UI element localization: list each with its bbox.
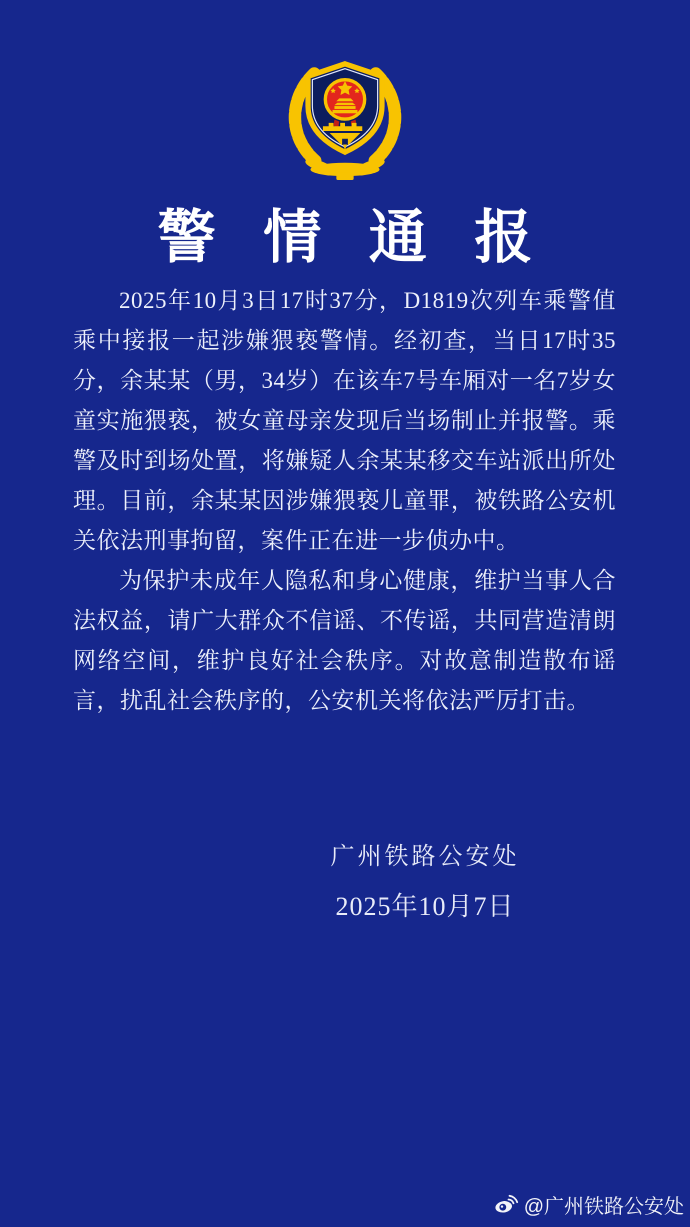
weibo-icon — [493, 1194, 519, 1216]
watermark-handle: @广州铁路公安处 — [523, 1196, 684, 1218]
signature-agency: 广州铁路公安处 — [330, 844, 520, 870]
weibo-watermark — [493, 1190, 684, 1219]
notice-title — [0, 190, 690, 274]
notice-body — [73, 281, 616, 721]
signature-date: 2025年10月7日 — [335, 892, 515, 921]
signature-block — [0, 836, 690, 923]
notice-paragraph-2: 为保护未成年人隐私和身心健康，维护当事人合法权益，请广大群众不信谣、不传谣，共同营造清朗网络空间，维护良好社会秩序。对故意制造散布谣言，扰乱社会秩序的，公安机关将依法严厉打击。 — [73, 568, 616, 713]
notice-title-text: 警情通报 — [157, 205, 580, 270]
police-emblem-icon — [273, 54, 417, 186]
notice-paragraph-1: 2025年10月3日17时37分，D1819次列车乘警值乘中接报一起涉嫌猥亵警情。经初查，当日17时35分，余某某（男，34岁）在该车7号车厢对一名7岁女童实施猥亵，被女童母亲发现后当场制止并报警。乘警及时到场处置，将嫌疑人余某某移交车站派出所处理。目前，余某某因涉嫌猥亵儿童罪，被铁路公安机关依法刑事拘留，案件正在进一步侦办中。 — [73, 288, 616, 553]
